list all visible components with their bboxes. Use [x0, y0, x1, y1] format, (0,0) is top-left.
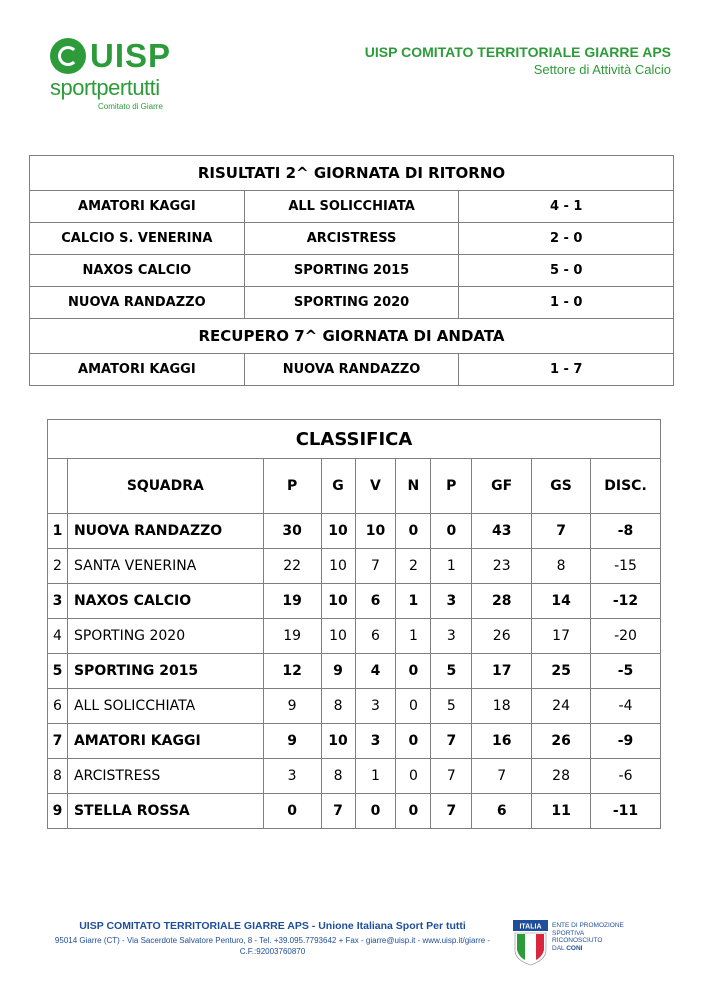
- col-header-gf: GF: [472, 459, 532, 514]
- coni-line4: [552, 945, 624, 953]
- row-points: 3: [263, 759, 321, 794]
- standings-row: [48, 584, 661, 619]
- match-row: [30, 223, 674, 255]
- row-lost: 5: [431, 689, 472, 724]
- match-away: ARCISTRESS: [244, 223, 459, 255]
- row-lost: 7: [431, 724, 472, 759]
- row-gf: 28: [472, 584, 532, 619]
- col-header-pos: [48, 459, 68, 514]
- row-team: STELLA ROSSA: [67, 794, 263, 829]
- match-score: 1 - 7: [459, 354, 674, 386]
- match-score: 1 - 0: [459, 287, 674, 319]
- row-drawn: 0: [396, 759, 431, 794]
- italia-shield-icon: [513, 920, 548, 966]
- row-points: 9: [263, 689, 321, 724]
- coni-line3: RICONOSCIUTO: [552, 937, 603, 944]
- footer-line1: UISP COMITATO TERRITORIALE GIARRE APS - Unione Italiana Sport Per tutti: [79, 920, 466, 932]
- match-home: NUOVA RANDAZZO: [30, 287, 245, 319]
- row-drawn: 0: [396, 654, 431, 689]
- row-lost: 3: [431, 619, 472, 654]
- row-gs: 14: [532, 584, 591, 619]
- row-lost: 0: [431, 514, 472, 549]
- row-team: SANTA VENERINA: [67, 549, 263, 584]
- results-table: [29, 155, 674, 386]
- match-away: SPORTING 2020: [244, 287, 459, 319]
- standings-row: [48, 549, 661, 584]
- results-section-header: [30, 156, 674, 191]
- row-pos: 6: [48, 689, 68, 724]
- row-lost: 5: [431, 654, 472, 689]
- match-home: AMATORI KAGGI: [30, 191, 245, 223]
- row-drawn: 1: [396, 619, 431, 654]
- row-won: 6: [355, 584, 396, 619]
- row-team: SPORTING 2015: [67, 654, 263, 689]
- row-gs: 7: [532, 514, 591, 549]
- standings-body: [48, 514, 661, 829]
- match-away: ALL SOLICCHIATA: [244, 191, 459, 223]
- standings-title: CLASSIFICA: [48, 420, 661, 459]
- row-drawn: 0: [396, 724, 431, 759]
- coni-line2: SPORTIVA: [552, 929, 585, 937]
- match-score: 2 - 0: [459, 223, 674, 255]
- row-drawn: 1: [396, 584, 431, 619]
- match-score: 4 - 1: [459, 191, 674, 223]
- row-disc: -11: [591, 794, 661, 829]
- row-lost: 3: [431, 584, 472, 619]
- row-won: 6: [355, 619, 396, 654]
- row-lost: 1: [431, 549, 472, 584]
- match-score: 5 - 0: [459, 255, 674, 287]
- row-points: 0: [263, 794, 321, 829]
- col-header-disc: DISC.: [591, 459, 661, 514]
- row-pos: 9: [48, 794, 68, 829]
- row-gs: 26: [532, 724, 591, 759]
- row-drawn: 2: [396, 549, 431, 584]
- row-gs: 17: [532, 619, 591, 654]
- row-points: 30: [263, 514, 321, 549]
- row-played: 8: [321, 759, 355, 794]
- row-team: ARCISTRESS: [67, 759, 263, 794]
- row-team: ALL SOLICCHIATA: [67, 689, 263, 724]
- col-header-team: SQUADRA: [67, 459, 263, 514]
- row-pos: 4: [48, 619, 68, 654]
- row-disc: -15: [591, 549, 661, 584]
- coni-line4-brand: CONI: [566, 944, 583, 952]
- row-team: NAXOS CALCIO: [67, 584, 263, 619]
- footer: [40, 920, 505, 957]
- match-away: NUOVA RANDAZZO: [244, 354, 459, 386]
- row-gf: 43: [472, 514, 532, 549]
- results-section-header: [30, 319, 674, 354]
- row-drawn: 0: [396, 514, 431, 549]
- match-row: [30, 191, 674, 223]
- row-gs: 28: [532, 759, 591, 794]
- row-gf: 7: [472, 759, 532, 794]
- row-pos: 8: [48, 759, 68, 794]
- row-disc: -6: [591, 759, 661, 794]
- col-header-won: V: [355, 459, 396, 514]
- standings-row: [48, 619, 661, 654]
- col-header-played: G: [321, 459, 355, 514]
- standings-row: [48, 724, 661, 759]
- row-drawn: 0: [396, 689, 431, 724]
- row-gf: 17: [472, 654, 532, 689]
- row-gs: 25: [532, 654, 591, 689]
- standings-title-row: [48, 420, 661, 459]
- results-section-title: RECUPERO 7^ GIORNATA DI ANDATA: [30, 319, 674, 354]
- row-pos: 1: [48, 514, 68, 549]
- row-pos: 7: [48, 724, 68, 759]
- logo-tagline: sportpertutti: [50, 75, 160, 100]
- match-row: [30, 354, 674, 386]
- uisp-logo: [50, 38, 200, 128]
- row-pos: 2: [48, 549, 68, 584]
- row-played: 10: [321, 584, 355, 619]
- header-subtitle: Settore di Attività Calcio: [533, 62, 671, 77]
- col-header-gs: GS: [532, 459, 591, 514]
- row-disc: -9: [591, 724, 661, 759]
- row-won: 3: [355, 724, 396, 759]
- footer-line2: 95014 Giarre (CT) - Via Sacerdote Salvatore Penturo, 8 - Tel. +39.095.7793642 + Fax - giarre@uisp.it - www.uisp.it/giarre -: [54, 936, 491, 945]
- match-home: NAXOS CALCIO: [30, 255, 245, 287]
- col-header-drawn: N: [396, 459, 431, 514]
- logo-sub: Comitato di Giarre: [98, 102, 163, 111]
- row-played: 10: [321, 514, 355, 549]
- coni-logo: [513, 920, 624, 966]
- standings-header-row: [48, 459, 661, 514]
- row-disc: -5: [591, 654, 661, 689]
- footer-address: [40, 935, 505, 957]
- row-gf: 6: [472, 794, 532, 829]
- row-gf: 26: [472, 619, 532, 654]
- col-header-lost: P: [431, 459, 472, 514]
- match-row: [30, 287, 674, 319]
- row-won: 4: [355, 654, 396, 689]
- header-title: UISP COMITATO TERRITORIALE GIARRE APS: [364, 44, 671, 60]
- row-played: 10: [321, 724, 355, 759]
- row-drawn: 0: [396, 794, 431, 829]
- coni-line1: ENTE DI PROMOZIONE: [552, 922, 624, 929]
- row-disc: -20: [591, 619, 661, 654]
- row-won: 0: [355, 794, 396, 829]
- col-header-points: P: [263, 459, 321, 514]
- uisp-ball-icon: [50, 38, 86, 74]
- row-disc: -12: [591, 584, 661, 619]
- row-won: 7: [355, 549, 396, 584]
- standings-table: [47, 419, 661, 829]
- row-lost: 7: [431, 759, 472, 794]
- footer-line3: C.F.:92003760870: [239, 947, 306, 956]
- row-played: 7: [321, 794, 355, 829]
- row-gf: 23: [472, 549, 532, 584]
- match-home: AMATORI KAGGI: [30, 354, 245, 386]
- row-gf: 18: [472, 689, 532, 724]
- row-disc: -8: [591, 514, 661, 549]
- row-gs: 8: [532, 549, 591, 584]
- row-disc: -4: [591, 689, 661, 724]
- standings-row: [48, 794, 661, 829]
- row-won: 1: [355, 759, 396, 794]
- standings-row: [48, 514, 661, 549]
- row-played: 8: [321, 689, 355, 724]
- row-pos: 5: [48, 654, 68, 689]
- page-header: [365, 44, 671, 77]
- row-team: NUOVA RANDAZZO: [67, 514, 263, 549]
- row-team: SPORTING 2020: [67, 619, 263, 654]
- standings-row: [48, 689, 661, 724]
- row-points: 19: [263, 584, 321, 619]
- row-won: 3: [355, 689, 396, 724]
- standings-row: [48, 654, 661, 689]
- standings-row: [48, 759, 661, 794]
- results-section-title: RISULTATI 2^ GIORNATA DI RITORNO: [30, 156, 674, 191]
- coni-badge-label: ITALIA: [519, 923, 542, 931]
- row-gs: 24: [532, 689, 591, 724]
- match-home: CALCIO S. VENERINA: [30, 223, 245, 255]
- logo-brand: UISP: [90, 37, 172, 74]
- row-lost: 7: [431, 794, 472, 829]
- row-played: 10: [321, 619, 355, 654]
- row-won: 10: [355, 514, 396, 549]
- row-points: 19: [263, 619, 321, 654]
- match-row: [30, 255, 674, 287]
- match-away: SPORTING 2015: [244, 255, 459, 287]
- row-points: 12: [263, 654, 321, 689]
- row-pos: 3: [48, 584, 68, 619]
- row-gf: 16: [472, 724, 532, 759]
- row-played: 10: [321, 549, 355, 584]
- row-played: 9: [321, 654, 355, 689]
- coni-text: [552, 922, 624, 952]
- row-gs: 11: [532, 794, 591, 829]
- row-points: 22: [263, 549, 321, 584]
- row-team: AMATORI KAGGI: [67, 724, 263, 759]
- coni-line4-pre: DAL: [552, 944, 565, 952]
- row-points: 9: [263, 724, 321, 759]
